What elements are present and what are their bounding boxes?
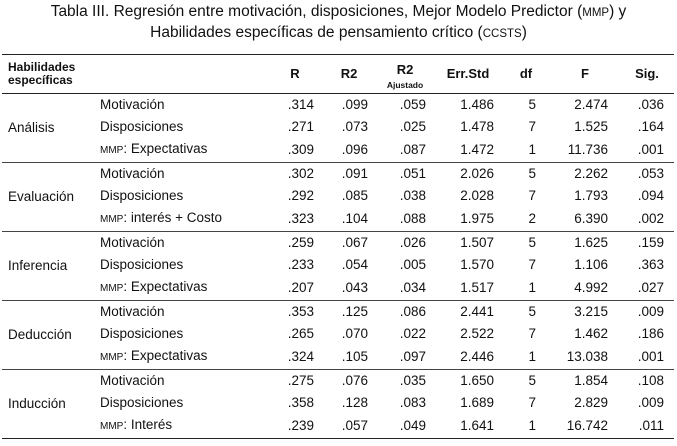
table-row	[2, 207, 674, 232]
value-f: 3.215	[574, 304, 608, 319]
value-err-std: 2.028	[460, 188, 494, 203]
value-r2-adjusted: .059	[399, 97, 426, 112]
value-f: 4.992	[574, 280, 608, 295]
value-r: .275	[287, 373, 314, 388]
value-err-std: 1.478	[460, 119, 494, 134]
value-f: 13.038	[566, 349, 608, 364]
predictor-label	[98, 207, 268, 232]
predictor-text: : Interés	[123, 417, 173, 432]
value-r: .259	[287, 235, 314, 250]
predictor-label	[98, 163, 268, 186]
value-df: 5	[528, 373, 536, 388]
predictor-text: : Expectativas	[123, 279, 208, 294]
value-r2: .128	[341, 395, 368, 410]
predictor-text: Disposiciones	[100, 395, 184, 410]
value-sig: .053	[637, 166, 664, 181]
value-r2: .099	[341, 97, 368, 112]
value-sig: .009	[637, 395, 664, 410]
value-r2-adjusted: .034	[399, 280, 426, 295]
skill-label: Inducción	[8, 396, 66, 411]
value-df: 1	[528, 280, 536, 295]
value-r: .271	[287, 119, 314, 134]
value-r2-adjusted: .051	[399, 166, 426, 181]
header-habilidades: Habilidades específicas	[8, 60, 76, 87]
caption-abbr: CCSTS	[482, 28, 522, 40]
predictor-text: Motivación	[100, 373, 165, 388]
caption-abbr: MMP	[582, 7, 610, 19]
value-r2: .067	[341, 235, 368, 250]
predictor-label	[98, 185, 268, 207]
value-r2: .125	[341, 304, 368, 319]
header-f: F	[581, 66, 589, 81]
skill-label: Inferencia	[8, 258, 68, 273]
predictor-text: Disposiciones	[100, 326, 184, 341]
caption-line-1	[0, 2, 677, 23]
value-r: .324	[287, 349, 314, 364]
value-r: .239	[287, 418, 314, 433]
value-f: 1.462	[574, 326, 608, 341]
predictor-label	[98, 345, 268, 370]
predictor-label	[98, 254, 268, 276]
value-sig: .009	[637, 304, 664, 319]
value-df: 5	[528, 97, 536, 112]
skill-group	[2, 232, 674, 301]
predictor-label	[98, 301, 268, 324]
skill-group	[2, 301, 674, 370]
predictor-label	[98, 323, 268, 345]
table-header	[2, 55, 674, 94]
predictor-text: Motivación	[100, 166, 165, 181]
predictor-label	[98, 116, 268, 138]
table-row	[2, 232, 674, 255]
value-sig: .036	[637, 97, 664, 112]
value-r2: .054	[341, 257, 368, 272]
value-err-std: 1.975	[460, 211, 494, 226]
skill-group	[2, 94, 674, 163]
table-row	[2, 370, 674, 393]
mmp-abbr: MMP	[100, 214, 124, 225]
value-err-std: 2.441	[460, 304, 494, 319]
table-row	[2, 276, 674, 301]
predictor-label	[98, 414, 268, 439]
caption-text: ) y	[609, 3, 627, 20]
value-r: .309	[287, 142, 314, 157]
value-df: 5	[528, 304, 536, 319]
value-sig: .001	[637, 349, 664, 364]
table-caption	[0, 2, 677, 44]
table-row	[2, 345, 674, 370]
value-r2: .043	[341, 280, 368, 295]
value-df: 2	[528, 211, 536, 226]
value-df: 5	[528, 166, 536, 181]
header-predictor	[98, 55, 268, 94]
value-sig: .164	[637, 119, 664, 134]
value-err-std: 2.522	[460, 326, 494, 341]
predictor-text: Motivación	[100, 304, 165, 319]
predictor-text: : Expectativas	[123, 141, 208, 156]
mmp-abbr: MMP	[100, 145, 124, 156]
value-r: .353	[287, 304, 314, 319]
regression-table	[2, 54, 674, 439]
value-f: 1.625	[574, 235, 608, 250]
table-row	[2, 414, 674, 439]
value-r: .207	[287, 280, 314, 295]
value-r2-adjusted: .097	[399, 349, 426, 364]
value-r2-adjusted: .083	[399, 395, 426, 410]
header-r: R	[290, 66, 300, 81]
table-row	[2, 323, 674, 345]
table-row	[2, 163, 674, 186]
predictor-text: Disposiciones	[100, 257, 184, 272]
value-sig: .002	[637, 211, 664, 226]
value-r2-adjusted: .086	[399, 304, 426, 319]
value-err-std: 1.517	[460, 280, 494, 295]
value-err-std: 1.570	[460, 257, 494, 272]
skill-label: Evaluación	[8, 189, 75, 204]
header-df: df	[519, 66, 533, 81]
value-df: 1	[528, 349, 536, 364]
predictor-label	[98, 370, 268, 393]
value-r2: .104	[341, 211, 368, 226]
predictor-text: Disposiciones	[100, 188, 184, 203]
value-r: .265	[287, 326, 314, 341]
value-err-std: 2.026	[460, 166, 494, 181]
value-r2-adjusted: .038	[399, 188, 426, 203]
value-r: .292	[287, 188, 314, 203]
value-r: .302	[287, 166, 314, 181]
value-f: 6.390	[574, 211, 608, 226]
value-df: 7	[528, 395, 536, 410]
value-f: 11.736	[567, 142, 608, 157]
value-r2-adjusted: .026	[399, 235, 426, 250]
value-r2: .085	[341, 188, 368, 203]
value-sig: .027	[637, 280, 664, 295]
value-r2-adjusted: .087	[399, 142, 426, 157]
table-row	[2, 116, 674, 138]
value-df: 1	[528, 142, 536, 157]
value-r2-adjusted: .088	[399, 211, 426, 226]
value-sig: .108	[637, 373, 664, 388]
value-r2: .105	[341, 349, 368, 364]
header-r2-adjusted: R2 Ajustado	[386, 61, 424, 90]
value-r: .314	[287, 97, 314, 112]
predictor-label	[98, 232, 268, 255]
skill-group	[2, 370, 674, 439]
value-r2: .096	[341, 142, 368, 157]
value-df: 7	[528, 188, 536, 203]
mmp-abbr: MMP	[100, 352, 124, 363]
value-r2-adjusted: .005	[399, 257, 426, 272]
table-row	[2, 254, 674, 276]
value-r2: .076	[341, 373, 368, 388]
value-err-std: 1.507	[460, 235, 494, 250]
value-r2-adjusted: .025	[399, 119, 426, 134]
value-r2-adjusted: .035	[399, 373, 426, 388]
value-r2-adjusted: .049	[399, 418, 426, 433]
predictor-text: : Expectativas	[123, 348, 208, 363]
header-sig: Sig.	[635, 66, 659, 81]
table-row	[2, 138, 674, 163]
caption-text: Tabla III. Regresión entre motivación, disposiciones, Mejor Modelo Predictor (	[50, 3, 583, 20]
value-err-std: 1.641	[460, 418, 494, 433]
value-f: 1.525	[574, 119, 608, 134]
value-r: .323	[287, 211, 314, 226]
predictor-label	[98, 276, 268, 301]
skill-group	[2, 163, 674, 232]
value-df: 7	[528, 119, 536, 134]
value-f: 16.742	[566, 418, 608, 433]
caption-line-2	[0, 23, 677, 44]
value-sig: .094	[637, 188, 664, 203]
header-row	[2, 55, 674, 94]
value-r: .233	[287, 257, 314, 272]
value-err-std: 1.486	[460, 97, 494, 112]
predictor-label	[98, 94, 268, 117]
value-sig: .011	[638, 418, 664, 433]
value-r: .358	[287, 395, 314, 410]
value-df: 5	[528, 235, 536, 250]
skill-label: Deducción	[8, 327, 72, 342]
header-r2: R2	[340, 66, 358, 81]
header-err-std: Err.Std	[446, 66, 490, 81]
table-row	[2, 392, 674, 414]
value-f: 1.854	[574, 373, 608, 388]
caption-text: Habilidades específicas de pensamiento crítico (	[150, 24, 483, 41]
table-row	[2, 185, 674, 207]
predictor-text: Motivación	[100, 97, 165, 112]
value-err-std: 1.650	[460, 373, 494, 388]
value-df: 7	[528, 326, 536, 341]
predictor-text: Motivación	[100, 235, 165, 250]
value-err-std: 1.472	[460, 142, 494, 157]
table-row	[2, 94, 674, 117]
value-sig: .363	[637, 257, 664, 272]
value-f: 1.106	[574, 257, 608, 272]
value-r2-adjusted: .022	[399, 326, 426, 341]
value-f: 1.793	[574, 188, 608, 203]
caption-text: )	[521, 24, 527, 41]
value-err-std: 2.446	[460, 349, 494, 364]
mmp-abbr: MMP	[100, 283, 124, 294]
value-r2: .073	[341, 119, 368, 134]
predictor-label	[98, 138, 268, 163]
value-f: 2.474	[574, 97, 608, 112]
value-df: 7	[528, 257, 536, 272]
predictor-text: Disposiciones	[100, 119, 184, 134]
value-err-std: 1.689	[460, 395, 494, 410]
table-row	[2, 301, 674, 324]
value-f: 2.262	[574, 166, 608, 181]
value-df: 1	[528, 418, 536, 433]
value-r2: .091	[341, 166, 368, 181]
value-f: 2.829	[574, 395, 608, 410]
value-sig: .001	[637, 142, 664, 157]
mmp-abbr: MMP	[100, 421, 124, 432]
value-sig: .186	[637, 326, 664, 341]
value-r2: .070	[341, 326, 368, 341]
predictor-label	[98, 392, 268, 414]
predictor-text: : interés + Costo	[123, 210, 223, 225]
skill-label: Análisis	[8, 120, 55, 135]
value-r2: .057	[341, 418, 368, 433]
value-sig: .159	[637, 235, 664, 250]
